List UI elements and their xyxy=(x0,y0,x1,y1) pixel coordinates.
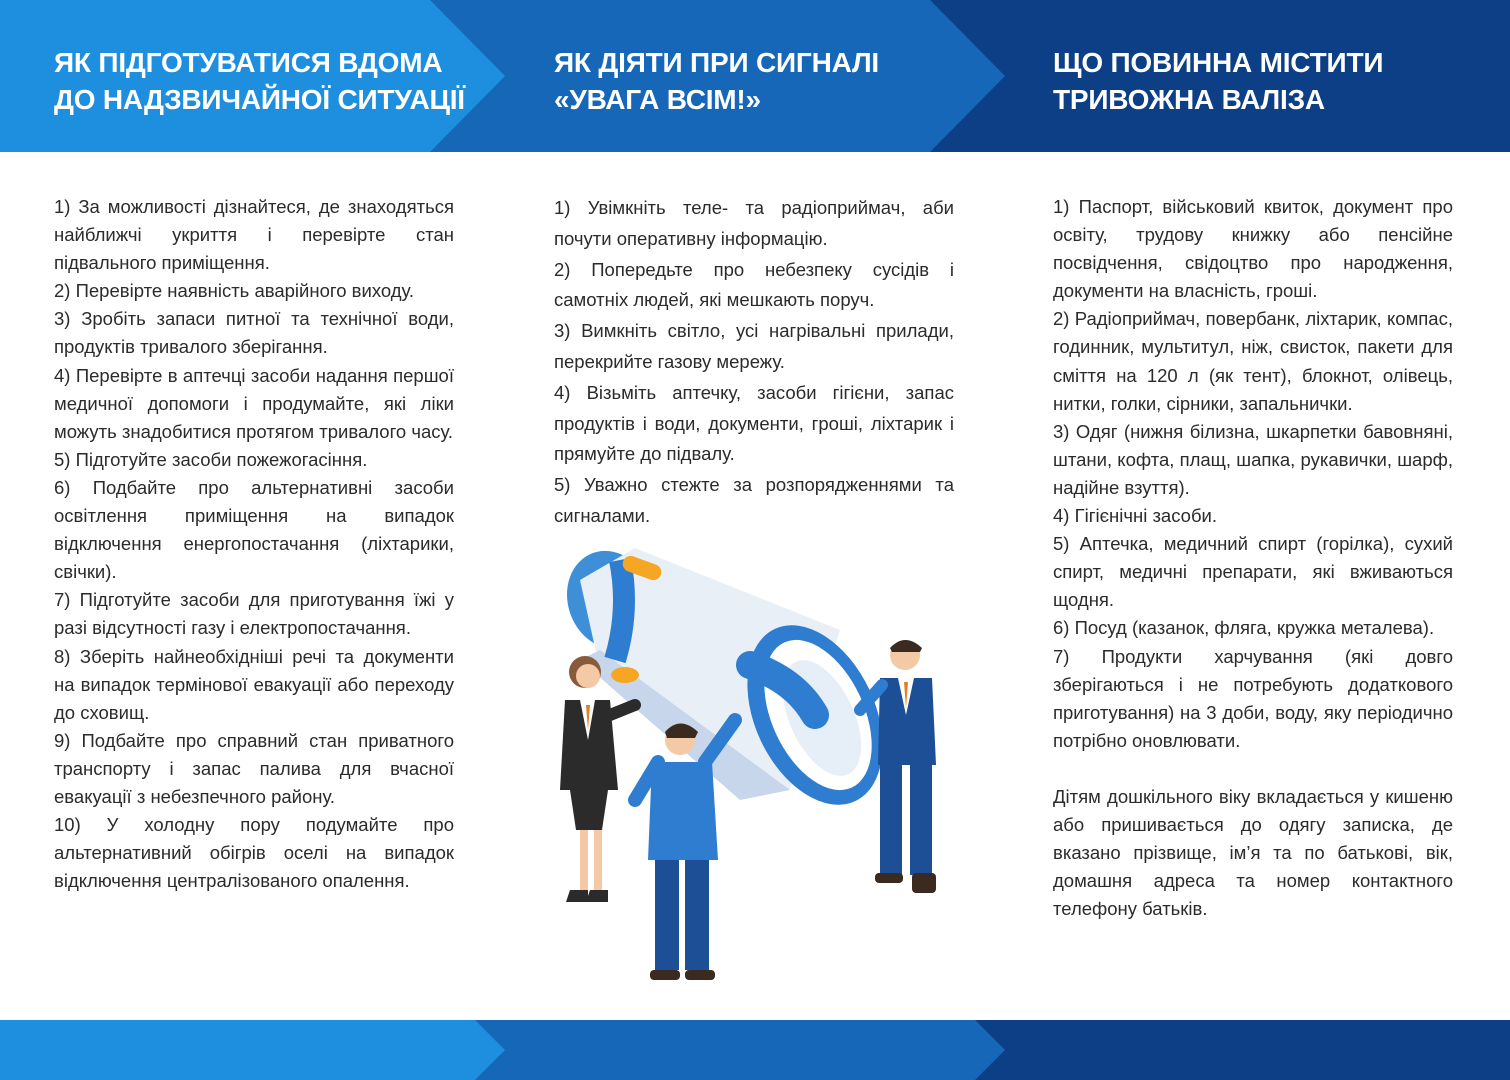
list-item: 7) Продукти харчування (які довго зберігаються і не потребують додаткового приготування) на 3 доби, воду, яку періодично потрібно оновлювати. xyxy=(1053,645,1453,751)
list-item: 4) Перевірте в аптечці засоби надання першої медичної допомоги і продумайте, які ліки можуть знадобитися протягом тривалого часу. xyxy=(54,364,454,442)
list-item: 2) Радіоприймач, повербанк, ліхтарик, компас, годинник, мультитул, ніж, свисток, пакети для сміття на 120 л (як тент), блокнот, олівець, нитки, голки, сірники, запальнички. xyxy=(1053,308,1453,414)
list-item: 3) Зробіть запаси питної та технічної води, продуктів тривалого зберігання. xyxy=(54,308,454,358)
list-item: 5) Підготуйте засоби пожежогасіння. xyxy=(54,448,368,470)
children-note: Дітям дошкільного віку вкладається у кишеню або пришивається до одягу записка, де вказано прізвище, ім’я та по батькові, вік, домашня адреса та номер контактного телефону батьків. xyxy=(1053,785,1453,920)
column-emergency-bag xyxy=(1053,193,1453,923)
list-item: 4) Візьміть аптечку, засоби гігієни, запас продуктів і води, документи, гроші, ліхтарик і прямуйте до підвалу. xyxy=(554,381,954,465)
list-item: 6) Посуд (казанок, фляга, кружка металева). xyxy=(1053,617,1435,639)
list-item: 5) Аптечка, медичний спирт (горілка), сухий спирт, медичні препарати, які вживаються щодня. xyxy=(1053,533,1453,611)
list-item: 3) Одяг (нижня білизна, шкарпетки бавовняні, штани, кофта, плащ, шапка, рукавички, шарф, надійне взуття). xyxy=(1053,420,1453,498)
list-item: 3) Вимкніть світло, усі нагрівальні прилади, перекрийте газову мережу. xyxy=(554,320,954,372)
list-item: 6) Подбайте про альтернативні засоби освітлення приміщення на випадок відключення енергопостачання (ліхтарики, свічки). xyxy=(54,476,454,583)
list-item: 1) За можливості дізнайтеся, де знаходяться найближчі укриття і перевірте стан підвального приміщення. xyxy=(54,196,454,274)
list-item: 2) Попередьте про небезпеку сусідів і самотніх людей, які мешкають поруч. xyxy=(554,258,954,311)
list-item: 2) Перевірте наявність аварійного виходу. xyxy=(54,280,415,302)
footer-band-shapes xyxy=(0,1020,1510,1080)
header-title-prepare-home: ЯК ПІДГОТУВАТИСЯ ВДОМА ДО НАДЗВИЧАЙНОЇ СИТУАЦІЇ xyxy=(54,47,465,115)
list-item: 4) Гігієнічні засоби. xyxy=(1053,505,1218,527)
megaphone-illustration xyxy=(540,540,970,995)
footer-band xyxy=(0,1020,1510,1080)
list-item: 8) Зберіть найнеобхідніші речі та документи на випадок термінової евакуації або переходу до сховищ. xyxy=(54,645,454,723)
list-item: 1) Паспорт, військовий квиток, документ про освіту, трудову книжку або пенсійне посвідчення, свідоцтво про народження, документи на власність, гроші. xyxy=(1053,196,1453,302)
megaphone-with-people-icon xyxy=(540,540,970,995)
list-item: 9) Подбайте про справний стан приватного транспорту і запас палива для вчасної евакуації з небезпечного району. xyxy=(54,729,454,807)
list-item: 10) У холодну пору подумайте про альтернативний обігрів оселі на випадок відключення централізованого опалення. xyxy=(54,814,454,892)
list-item: 1) Увімкніть теле- та радіоприймач, аби почути оперативну інформацію. xyxy=(554,197,954,249)
list-item: 7) Підготуйте засоби для приготування їжі у разі відсутності газу і електропостачання. xyxy=(54,589,454,639)
header-title-attention-signal: ЯК ДІЯТИ ПРИ СИГНАЛІ «УВАГА ВСІМ!» xyxy=(554,47,879,115)
header-title-emergency-bag: ЩО ПОВИННА МІСТИТИ ТРИВОЖНА ВАЛІЗА xyxy=(1053,47,1384,115)
column-attention-signal xyxy=(554,193,954,532)
column-prepare-home xyxy=(54,193,454,895)
list-item: 5) Уважно стежте за розпорядженнями та сигналами. xyxy=(554,474,954,526)
